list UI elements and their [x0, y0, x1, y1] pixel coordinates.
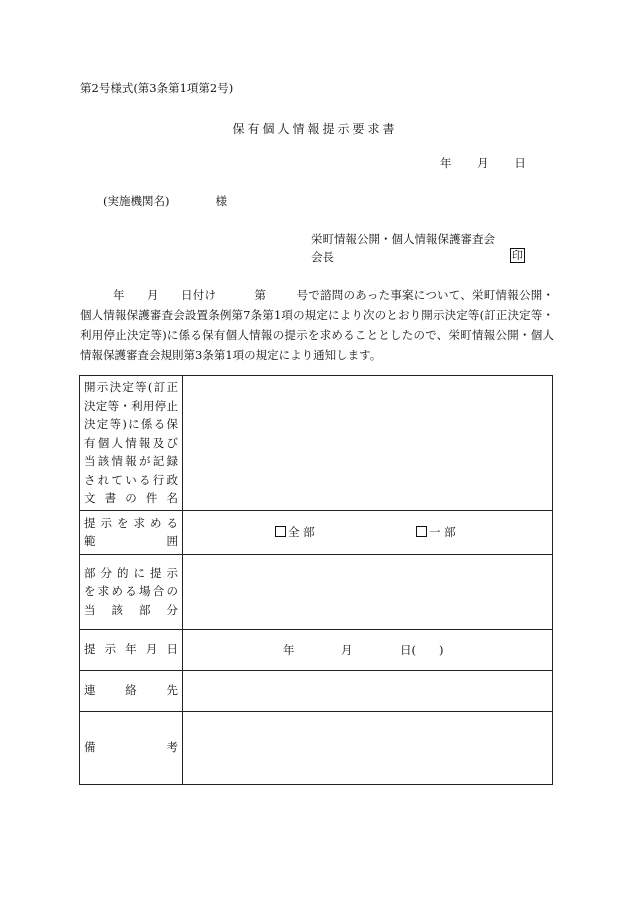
label-line: 有個人情報及び	[84, 435, 178, 450]
row-scope	[80, 510, 553, 554]
label-date	[80, 629, 183, 670]
label-line: 決定等・利用停止	[84, 398, 178, 413]
body-text	[80, 285, 554, 365]
date-year: 年	[440, 156, 452, 170]
label-line: 当該情報が記録	[84, 454, 178, 468]
row-document-name	[80, 376, 553, 511]
checkbox-icon	[416, 526, 427, 537]
date-field-year: 年	[283, 642, 295, 657]
addressee	[103, 193, 227, 209]
contact-field[interactable]	[183, 670, 553, 711]
label-line: 決定等)に係る保	[84, 417, 178, 431]
form-number: 第2号様式(第3条第1項第2号)	[80, 81, 234, 95]
label-line: 備考	[84, 740, 178, 755]
label-line: を求める場合の	[84, 584, 178, 599]
seal-mark: 印	[512, 249, 523, 262]
scope-all-label: 全 部	[288, 525, 315, 539]
label-scope	[80, 510, 183, 554]
body-number: 第	[254, 288, 267, 302]
label-line: 文書の件名	[84, 491, 178, 505]
label-line: 開示決定等(訂正	[84, 380, 178, 394]
scope-part-checkbox[interactable]	[416, 524, 456, 540]
row-date	[80, 629, 553, 670]
label-document-name	[80, 376, 183, 511]
date-field[interactable]	[183, 629, 553, 670]
label-line: されている行政	[84, 472, 178, 487]
body-day: 日付け	[180, 288, 217, 302]
document-title: 保有個人情報提示要求書	[232, 122, 398, 136]
row-contact	[80, 670, 553, 711]
checkbox-icon	[275, 526, 286, 537]
sender-org: 栄町情報公開・個人情報保護審査会	[311, 232, 495, 246]
date-field-month: 月	[341, 642, 353, 657]
body-year: 年	[113, 288, 125, 302]
label-line: 部分的に提示	[84, 565, 178, 580]
label-partial	[80, 554, 183, 629]
remarks-field[interactable]	[183, 711, 553, 784]
date-day: 日	[514, 156, 526, 170]
scope-all-checkbox[interactable]	[275, 524, 315, 540]
partial-field[interactable]	[183, 554, 553, 629]
scope-field	[183, 510, 553, 554]
label-line: 連絡先	[84, 683, 178, 698]
date-month: 月	[477, 156, 489, 170]
body-main-text: 号で諮問のあった事案について、栄町情報公開・個人情報保護審査会設置条例第7条第1項の規定により次のとおり開示決定等(訂正決定等・利用停止決定等)に係る保有個人情報の提示を求めることとしたので、栄町情報公開・個人情報保護審査会規則第3条第1項の規定により通知します。	[80, 288, 555, 362]
request-form-table	[79, 375, 553, 785]
row-partial	[80, 554, 553, 629]
label-line: 提示年月日	[84, 642, 178, 657]
label-line: 当該部分	[84, 602, 178, 617]
document-name-field[interactable]	[183, 376, 553, 511]
scope-part-label: 一 部	[429, 525, 456, 539]
row-remarks	[80, 711, 553, 784]
date-field-day: 日( )	[400, 642, 444, 657]
addressee-org: (実施機関名)	[103, 194, 170, 208]
label-contact	[80, 670, 183, 711]
label-line: 範囲	[84, 534, 178, 548]
label-line: 提示を求める	[84, 515, 178, 530]
label-remarks	[80, 711, 183, 784]
addressee-honorific: 様	[215, 194, 227, 208]
date-line	[440, 155, 526, 171]
sender-title: 会長	[311, 250, 334, 264]
body-month: 月	[146, 288, 159, 302]
